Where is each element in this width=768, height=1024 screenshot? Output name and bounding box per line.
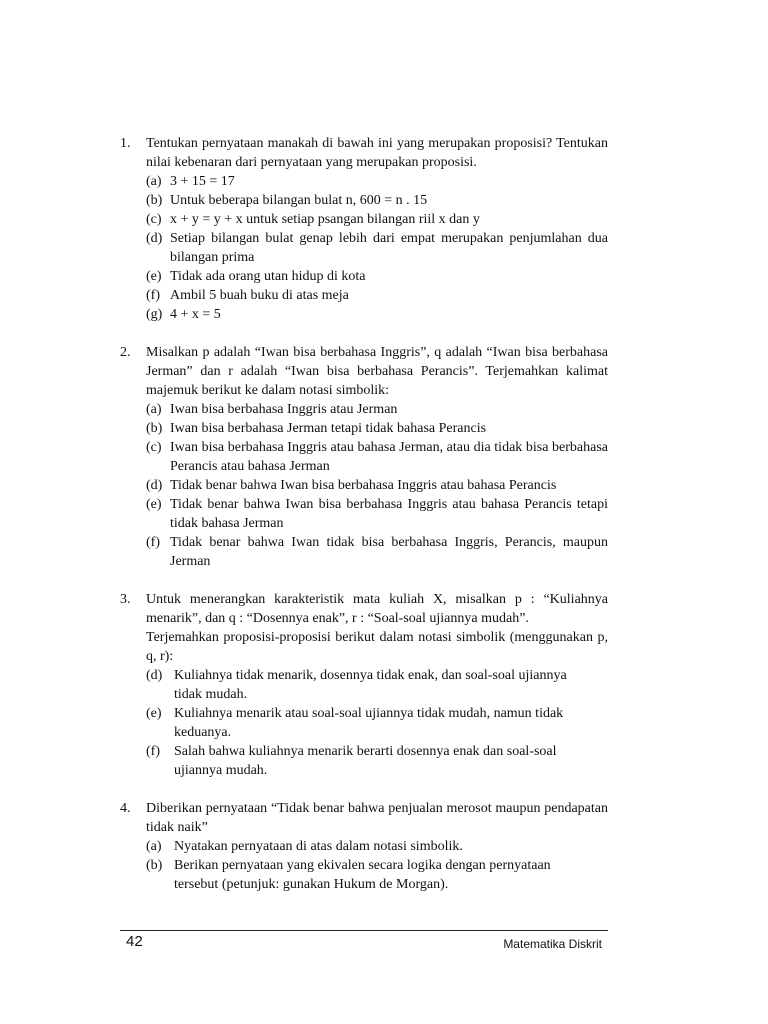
sub-item-text: Berikan pernyataan yang ekivalen secara logika dengan pernyataan: [174, 858, 551, 873]
question-number: 3.: [120, 592, 131, 607]
sub-item-text: Iwan bisa berbahasa Inggris atau bahasa Jerman, atau dia tidak bisa berbahasa Perancis atau bahasa Jerman: [170, 440, 608, 474]
sub-item: [146, 419, 608, 438]
sub-item: [146, 742, 608, 780]
sub-item: [146, 476, 608, 495]
question-text: Misalkan p adalah “Iwan bisa berbahasa Inggris”, q adalah “Iwan bisa berbahasa Jerman” dan r adalah “Iwan bisa berbahasa Perancis”. Terjemahkan kalimat majemuk berikut ke dalam notasi simbolik:: [146, 345, 608, 398]
sub-item-label: (e): [146, 497, 162, 512]
sub-item-label: (d): [146, 668, 163, 683]
sub-item-label: (a): [146, 839, 162, 854]
sub-item-text: Tidak benar bahwa Iwan tidak bisa berbahasa Inggris, Perancis, maupun Jerman: [170, 535, 608, 569]
sub-item-text: x + y = y + x untuk setiap psangan bilangan riil x dan y: [170, 212, 480, 227]
sub-item-text-continued: ujiannya mudah.: [174, 763, 268, 778]
question-1: [120, 134, 608, 324]
sub-item-label: (d): [146, 231, 163, 246]
sub-item: [146, 400, 608, 419]
sub-item-text: Setiap bilangan bulat genap lebih dari empat merupakan penjumlahan dua bilangan prima: [170, 231, 608, 265]
sub-item: [146, 856, 608, 894]
sub-item-text: Tidak benar bahwa Iwan bisa berbahasa Inggris atau bahasa Perancis: [170, 478, 557, 493]
sub-item-text: Iwan bisa berbahasa Inggris atau Jerman: [170, 402, 398, 417]
sub-item: [146, 172, 608, 191]
sub-item: [146, 305, 608, 324]
exercise-list: [120, 134, 608, 913]
sub-item: [146, 704, 608, 742]
question-number: 1.: [120, 136, 131, 151]
sub-item-text: 4 + x = 5: [170, 307, 221, 322]
sub-item: [146, 666, 608, 704]
sub-item-text: Kuliahnya menarik atau soal-soal ujiannya tidak mudah, namun tidak: [174, 706, 564, 721]
sub-item-text: 3 + 15 = 17: [170, 174, 235, 189]
running-footer-title: Matematika Diskrit: [503, 937, 602, 951]
sub-item-text-continued: tersebut (petunjuk: gunakan Hukum de Morgan).: [174, 877, 449, 892]
sub-item: [146, 229, 608, 267]
question-instruction: Terjemahkan proposisi-proposisi berikut dalam notasi simbolik (menggunakan p, q, r):: [146, 630, 608, 664]
sub-item-text: Salah bahwa kuliahnya menarik berarti dosennya enak dan soal-soal: [174, 744, 557, 759]
sub-item-list: [146, 666, 608, 780]
sub-item-text-continued: tidak mudah.: [174, 687, 248, 702]
sub-item-list: [146, 837, 608, 894]
question-text: Untuk menerangkan karakteristik mata kuliah X, misalkan p : “Kuliahnya menarik”, dan q : “Dosennya enak”, r : “Soal-soal ujiannya mudah”.: [146, 592, 608, 626]
page-number: 42: [126, 933, 143, 950]
question-4: [120, 799, 608, 894]
question-text: Diberikan pernyataan “Tidak benar bahwa penjualan merosot maupun pendapatan tidak naik”: [146, 801, 608, 835]
sub-item-label: (b): [146, 193, 163, 208]
sub-item-text: Ambil 5 buah buku di atas meja: [170, 288, 349, 303]
sub-item-text-continued: keduanya.: [174, 725, 232, 740]
sub-item-label: (b): [146, 421, 163, 436]
sub-item-text: Tidak ada orang utan hidup di kota: [170, 269, 366, 284]
question-3: [120, 590, 608, 780]
sub-item-label: (c): [146, 440, 162, 455]
sub-item-label: (a): [146, 174, 162, 189]
sub-item-label: (a): [146, 402, 162, 417]
sub-item-label: (c): [146, 212, 162, 227]
question-text: Tentukan pernyataan manakah di bawah ini yang merupakan proposisi? Tentukan nilai kebenaran dari pernyataan yang merupakan proposisi.: [146, 136, 608, 170]
footer-divider: [120, 930, 608, 931]
sub-item: [146, 191, 608, 210]
sub-item-label: (f): [146, 288, 160, 303]
question-number: 2.: [120, 345, 131, 360]
sub-item-text: Iwan bisa berbahasa Jerman tetapi tidak bahasa Perancis: [170, 421, 487, 436]
sub-item: [146, 533, 608, 571]
sub-item: [146, 438, 608, 476]
question-number: 4.: [120, 801, 131, 816]
sub-item-label: (e): [146, 706, 162, 721]
sub-item-text: Nyatakan pernyataan di atas dalam notasi simbolik.: [174, 839, 463, 854]
sub-item: [146, 210, 608, 229]
sub-item: [146, 495, 608, 533]
sub-item-list: [146, 172, 608, 324]
sub-item-text: Untuk beberapa bilangan bulat n, 600 = n . 15: [170, 193, 428, 208]
sub-item: [146, 267, 608, 286]
sub-item-label: (g): [146, 307, 163, 322]
sub-item-label: (e): [146, 269, 162, 284]
sub-item-label: (d): [146, 478, 163, 493]
sub-item-text: Kuliahnya tidak menarik, dosennya tidak enak, dan soal-soal ujiannya: [174, 668, 567, 683]
sub-item-label: (b): [146, 858, 163, 873]
sub-item-text: Tidak benar bahwa Iwan bisa berbahasa Inggris atau bahasa Perancis tetapi tidak bahasa Jerman: [170, 497, 608, 531]
question-2: [120, 343, 608, 571]
sub-item-list: [146, 400, 608, 571]
sub-item-label: (f): [146, 744, 160, 759]
sub-item-label: (f): [146, 535, 160, 550]
sub-item: [146, 286, 608, 305]
sub-item: [146, 837, 608, 856]
